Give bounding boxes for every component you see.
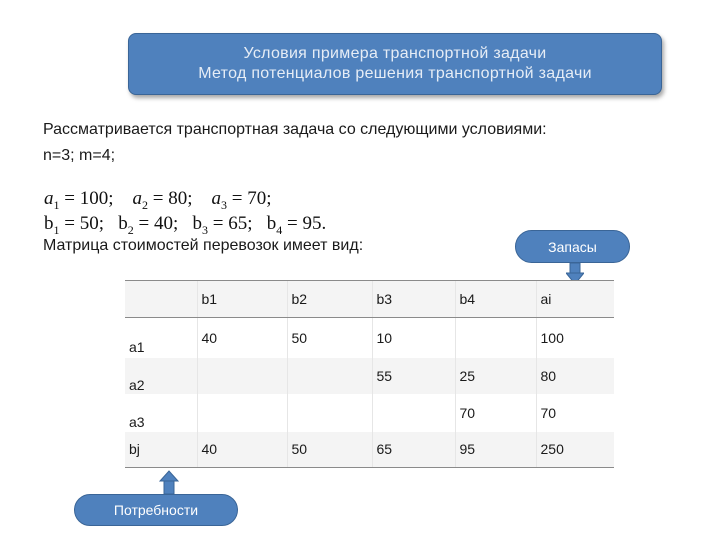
table-cell [125,281,197,318]
table-cell: 65 [372,432,455,468]
table-cell: 70 [536,394,614,432]
table-cell: a2 [125,358,197,394]
table-cell [197,394,287,432]
table-cell: a1 [129,338,145,355]
intro-text: Рассматривается транспортная задача со следующими условиями: [43,121,547,138]
slide-title-line1: Условия примера транспортной задачи [243,45,547,62]
problem-size: n=3; m=4; [43,147,116,164]
up-arrow-icon [159,470,179,495]
table-cell: 100 [536,318,614,358]
matrix-label: Матрица стоимостей перевозок имеет вид: [43,237,364,254]
table-cell: b4 [455,281,536,318]
table-cell [372,394,455,432]
table-cell: b3 [372,281,455,318]
table-cell: 250 [536,432,614,468]
supply-callout: Запасы [515,230,630,263]
table-cell: ai [536,281,614,318]
table-cell: 40 [197,318,287,358]
table-cell [197,358,287,394]
table-cell [455,318,536,358]
table-cell: a3 [129,413,145,430]
table-cell: 10 [372,318,455,358]
cost-matrix-table [125,280,614,468]
table-cell: 80 [536,358,614,394]
table-cell: 95 [455,432,536,468]
table-cell: 50 [287,318,372,358]
table-cell: bj [125,432,197,468]
table-row [125,318,614,358]
table-row [125,432,614,468]
table-cell: 70 [455,394,536,432]
slide-title-line2: Метод потенциалов решения транспортной задачи [198,65,592,82]
table-cell [287,394,372,432]
table-header-row [125,281,614,318]
table-cell: 40 [197,432,287,468]
table-cell: 55 [372,358,455,394]
supply-formula: $a_1 = 100$; $a_2 = 80$; $a_3 = 70$; [44,188,272,212]
table-cell: 50 [287,432,372,468]
table-cell: b1 [197,281,287,318]
table-row [125,394,614,432]
table-cell: 25 [455,358,536,394]
demand-formula: $b_1 = 50$; $b_2 = 40$; $b_3 = 65$; $b_4 = 95$. [44,213,327,237]
slide-title-box [128,33,662,95]
table-row [125,358,614,394]
demand-callout: Потребности [74,494,238,526]
table-cell [287,358,372,394]
table-cell: b2 [287,281,372,318]
